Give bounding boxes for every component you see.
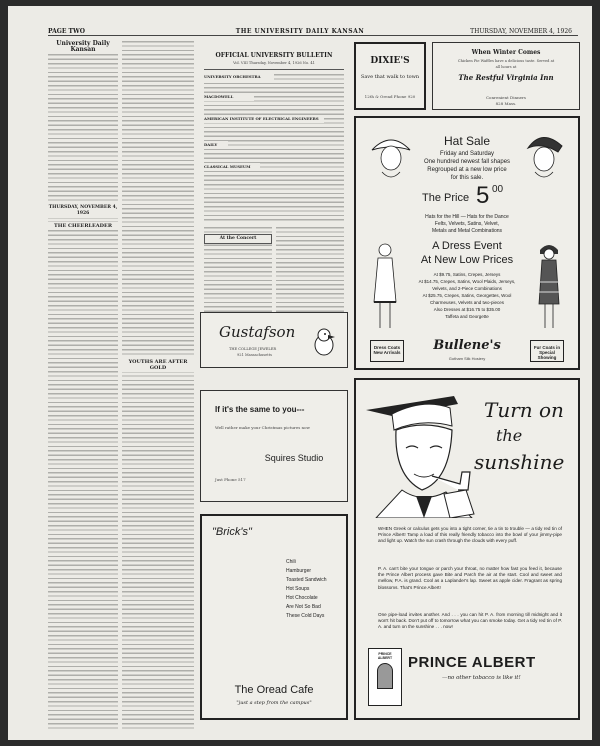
page-number: PAGE TWO xyxy=(48,28,85,35)
notice-head-1: UNIVERSITY ORCHESTRA xyxy=(204,73,274,81)
bricks-title: "Brick's" xyxy=(212,526,252,538)
editorial-headline-2: YOUTHS ARE AFTER GOLD xyxy=(122,358,194,372)
copy-paragraph-1: WHEN Greek or calculus gets you into a tight corner, tie a tin to trouble — a tidy red tin of Prince Albert! Tamp a load of this really friendly tobacco into the bowl of your jimmy-pipe and light up. Watch the sun crash through the clouds with every puff. xyxy=(378,526,562,544)
hats-line-3: Metals and Metal Combinations xyxy=(431,228,503,234)
virginia-name: The Restful Virginia Inn xyxy=(458,73,554,82)
bullenes-store-name: Bullene's xyxy=(433,338,501,353)
dress-event-subheading: At New Low Prices xyxy=(420,254,514,266)
gustafson-ad xyxy=(200,312,348,368)
bulletin-rule xyxy=(204,69,344,70)
editorial-column-2 xyxy=(122,40,194,730)
gustafson-line-2: 921 Massachusetts xyxy=(237,353,273,357)
paper-title: THE UNIVERSITY DAILY KANSAN xyxy=(235,28,365,35)
virginia-line-2: all hours at xyxy=(495,65,517,69)
bulletin-notices xyxy=(204,73,344,223)
menu-item: Hot Soups xyxy=(286,586,310,592)
masthead xyxy=(8,6,592,36)
hat-sale-line-4: for this sale. xyxy=(450,175,484,181)
tin-label: PRINCE ALBERT xyxy=(377,652,393,660)
menu-item: Toasted Sandwich xyxy=(286,577,327,583)
headline-sunshine: sunshine xyxy=(474,450,565,474)
concert-headline: At the Concert xyxy=(204,234,272,244)
notice-head-3: AMERICAN INSTITUTE OF ELECTRICAL ENGINEERS xyxy=(204,115,324,123)
menu-item: Chili xyxy=(286,559,296,565)
issue-date: THURSDAY, NOVEMBER 4, 1926 xyxy=(470,28,572,35)
virginia-address: 828 Mass. xyxy=(495,101,517,106)
dixies-name: DIXIE'S xyxy=(370,56,410,66)
hats-line-1: Hats for the Hill — Hats for the Dance xyxy=(425,214,509,220)
price-label: The Price xyxy=(422,192,470,204)
editorial-headline-1: THE CHEERLEADER xyxy=(48,222,118,230)
hat-sale-line-2: One hundred newest fall shapes xyxy=(423,159,511,165)
bullenes-ad xyxy=(354,116,580,370)
dress-line-1: At $9.75, Satins, Crepes, Jerseys xyxy=(433,272,501,277)
notice-head-2: MACDOWELL xyxy=(204,93,254,101)
prince-albert-ad xyxy=(354,378,580,720)
menu-item: Are Not So Bad xyxy=(286,604,321,610)
notice-head-5: CLASSICAL MUSEUM xyxy=(204,163,260,171)
price-cents: 00 xyxy=(492,184,504,195)
squires-heading: If it's the same to you--- xyxy=(215,405,305,414)
dress-event-heading: A Dress Event xyxy=(432,240,502,252)
squires-line: Well rather make your Christmas pictures now xyxy=(215,425,310,430)
menu-item: These Cold Days xyxy=(286,613,325,619)
tobacco-tin-illustration xyxy=(368,648,402,706)
hat-sale-line-3: Regrouped at a new low price xyxy=(427,167,507,173)
hats-line-2: Felts, Velvets, Satins, Velvet, xyxy=(434,221,500,227)
copy-paragraph-3: One pipe-load invites another. And . . . you can hit P. A. from morning till midnight and it won't hit back. Don't put off to tomorrow what you can smoke today. Get a tidy red tin of P. A. and turn on the sunshine . . . now! xyxy=(378,612,562,630)
dixies-address: 12th & Oread Phone 920 xyxy=(364,94,416,99)
gustafson-name: Gustafson xyxy=(219,323,296,341)
copy-paragraph-2: P. A. can't bite your tongue or parch your throat, no matter how fast you feed it, because the Prince Albert process gave Bite and Parch the air at the start. Cool and sweet and mellow, P.A. is grand. Cool as a Laplander's lap. Sweet as apple cider. Fragrant as spring blossoms. That's Prince Albert! xyxy=(378,566,562,590)
squires-name: Squires Studio xyxy=(264,453,324,463)
oread-cafe-tagline: "just a step from the campus" xyxy=(236,700,312,706)
squires-studio-ad xyxy=(200,390,348,502)
gustafson-line-1: THE COLLEGE JEWELER xyxy=(229,347,277,351)
fur-coats-box: Fur Coats in Special Showing xyxy=(530,340,564,362)
dress-line-6: Also Dresses at $16.75 to $35.00 xyxy=(433,307,501,312)
pipe-smoker-illustration xyxy=(362,386,486,518)
headline-turn-on: Turn on xyxy=(484,398,564,422)
squires-phone: Just Phone 517 xyxy=(215,477,246,482)
menu-item: Hamburger xyxy=(286,568,312,574)
editorial-column xyxy=(48,40,118,730)
price-dollars: 5 xyxy=(476,182,490,209)
jayhawk-icon xyxy=(311,327,337,357)
prince-albert-slogan: —no other tobacco is like it! xyxy=(442,675,521,681)
dress-line-3: Velvets, and 2-Piece Combinations xyxy=(432,286,502,291)
menu-item: Hot Chocolate xyxy=(286,595,318,601)
dress-coats-box: Dress Coats New Arrivals xyxy=(370,340,404,362)
nameplate: University Daily Kansan xyxy=(48,40,118,54)
dixies-ad xyxy=(354,42,426,110)
dixies-tagline: Save that walk to town xyxy=(360,74,420,80)
bullenes-store-subtitle: Gotham Silk Hosiery xyxy=(448,356,486,361)
bricks-cafe-ad xyxy=(200,514,348,720)
hat-sale-heading: Hat Sale xyxy=(443,134,491,148)
dress-line-5: Charmeuses, Velvets and two-pieces xyxy=(429,300,505,305)
hat-sale-line-1: Friday and Saturday xyxy=(439,151,495,157)
virginia-note: Conrenient Dinners xyxy=(486,95,526,100)
bulletin-subtitle: Vol. VIII Thursday, November 4, 1926 No. 41 xyxy=(233,61,315,65)
oread-cafe-name: The Oread Cafe xyxy=(234,684,314,696)
virginia-lead: When Winter Comes xyxy=(471,49,541,56)
bulletin-title: OFFICIAL UNIVERSITY BULLETIN xyxy=(215,52,333,59)
virginia-inn-ad xyxy=(432,42,580,110)
newspaper-page xyxy=(8,6,592,740)
prince-albert-logo: PRINCE ALBERT xyxy=(408,654,536,671)
text-lines xyxy=(122,40,194,730)
masthead-rule xyxy=(48,35,578,36)
dress-line-2: At $14.75, Crepes, Satins, Wool Plaids, Jerseys, xyxy=(418,279,516,284)
text-lines xyxy=(48,40,118,730)
editorial-dateline: THURSDAY, NOVEMBER 4, 1926 xyxy=(48,205,118,216)
virginia-line-1: Chicken Pie Waffles have a delicious taste. Served at xyxy=(457,59,555,63)
notice-head-4: DAILY xyxy=(204,141,228,149)
headline-the: the xyxy=(496,426,523,445)
dress-line-4: At $25.75, Crepes, Satins, Georgettes, Wool xyxy=(422,293,512,298)
dress-line-7: Taffeta and Georgette xyxy=(445,314,489,319)
tin-portrait xyxy=(377,663,393,689)
bricks-menu xyxy=(286,558,327,621)
